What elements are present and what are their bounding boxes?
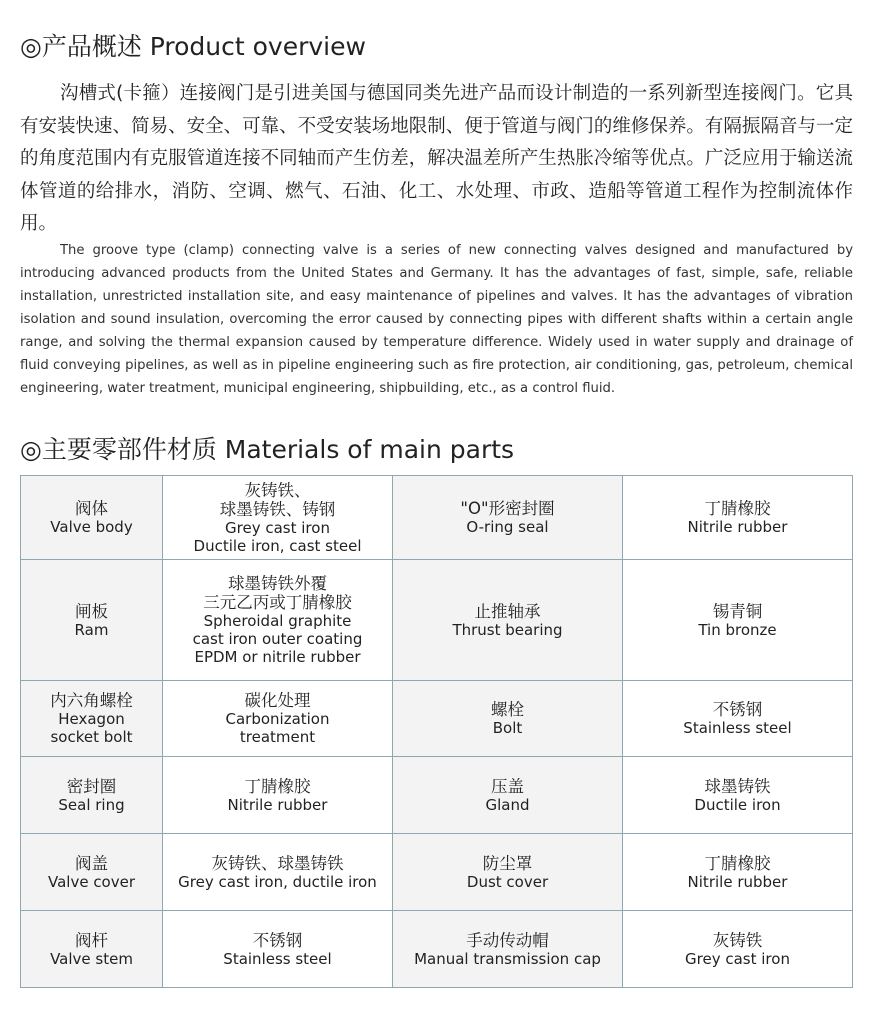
material-cell: 球墨铸铁外覆 三元乙丙或丁腈橡胶 Spheroidal graphite cast iron outer coating EPDM or nitrile rubber	[163, 560, 393, 681]
material-cell: 丁腈橡胶 Nitrile rubber	[623, 476, 853, 560]
table-row	[21, 681, 853, 757]
table-row	[21, 476, 853, 560]
material-cell: 不锈钢 Stainless steel	[623, 681, 853, 757]
part-cell: 内六角螺栓 Hexagon socket bolt	[21, 681, 163, 757]
part-cell: 螺栓 Bolt	[393, 681, 623, 757]
part-cell: 防尘罩 Dust cover	[393, 834, 623, 911]
material-cell: 丁腈橡胶 Nitrile rubber	[623, 834, 853, 911]
material-cell: 不锈钢 Stainless steel	[163, 911, 393, 988]
part-cell: "O"形密封圈 O-ring seal	[393, 476, 623, 560]
material-cell: 碳化处理 Carbonization treatment	[163, 681, 393, 757]
table-row	[21, 911, 853, 988]
part-cell: 闸板 Ram	[21, 560, 163, 681]
material-cell: 锡青铜 Tin bronze	[623, 560, 853, 681]
overview-english-paragraph: The groove type (clamp) connecting valve is a series of new connecting valves designed and manufactured by introducing advanced products from the United States and Germany. It has the advantages of fast, simple, safe, reliable installation, unrestricted installation site, and easy maintenance of pipelines and valves. It has the advantages of vibration isolation and sound insulation, overcoming the error caused by connecting pipes with different shafts within a certain angle range, and solving the thermal expansion caused by temperature difference. Widely used in water supply and drainage of fluid conveying pipelines, as well as in pipeline engineering such as fire protection, air conditioning, gas, petroleum, chemical engineering, water treatment, municipal engineering, shipbuilding, etc., as a control fluid.	[20, 243, 853, 396]
overview-chinese-paragraph: 沟槽式(卡箍）连接阀门是引进美国与德国同类先进产品而设计制造的一系列新型连接阀门。它具有安装快速、简易、安全、可靠、不受安装场地限制、便于管道与阀门的维修保养。有隔振隔音与一定的角度范围内有克服管道连接不同轴而产生仿差，解决温差所产生热胀冷缩等优点。广泛应用于输送流体管道的给排水，消防、空调、燃气、石油、化工、水处理、市政、造船等管道工程作为控制流体作用。	[20, 83, 853, 234]
material-cell: 灰铸铁、 球墨铸铁、铸钢 Grey cast iron Ductile iron, cast steel	[163, 476, 393, 560]
part-cell: 阀杆 Valve stem	[21, 911, 163, 988]
material-cell: 丁腈橡胶 Nitrile rubber	[163, 757, 393, 834]
material-cell: 灰铸铁 Grey cast iron	[623, 911, 853, 988]
materials-table	[20, 475, 853, 988]
part-cell: 阀体 Valve body	[21, 476, 163, 560]
material-cell: 球墨铸铁 Ductile iron	[623, 757, 853, 834]
part-cell: 密封圈 Seal ring	[21, 757, 163, 834]
material-cell: 灰铸铁、球墨铸铁 Grey cast iron, ductile iron	[163, 834, 393, 911]
overview-title: ◎产品概述 Product overview	[20, 32, 366, 61]
part-cell: 止推轴承 Thrust bearing	[393, 560, 623, 681]
part-cell: 阀盖 Valve cover	[21, 834, 163, 911]
table-row	[21, 834, 853, 911]
part-cell: 压盖 Gland	[393, 757, 623, 834]
part-cell: 手动传动帽 Manual transmission cap	[393, 911, 623, 988]
table-row	[21, 757, 853, 834]
table-row	[21, 560, 853, 681]
materials-title: ◎主要零部件材质 Materials of main parts	[20, 435, 515, 464]
